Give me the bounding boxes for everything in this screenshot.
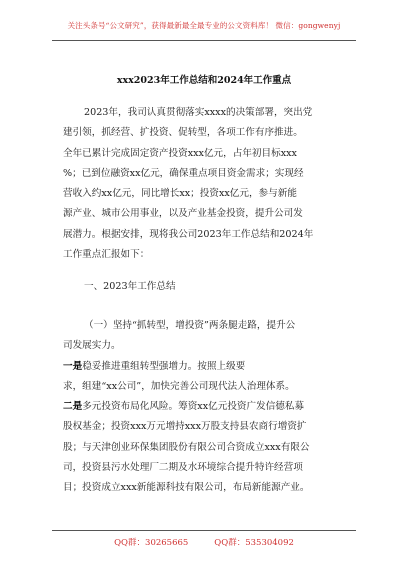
paragraph-line: 展潜力。根据安排，现将我公司2023年工作总结和2024年 xyxy=(63,228,314,240)
paragraph-line: 工作重点汇报如下： xyxy=(63,249,150,261)
paragraph-line: 全年已累计完成固定资产投资xxx亿元，占年初目标xxx xyxy=(63,147,297,159)
header-divider xyxy=(52,40,356,41)
paragraph-line: 源产业、城市公用事业，以及产业基金投资，提升公司发 xyxy=(63,208,303,220)
subsection-paragraph xyxy=(63,316,344,499)
paragraph-line: 目；投资成立xxx新能源科技有限公司，布局新能源产业。 xyxy=(63,482,310,494)
paragraph-line: 司，投资县污水处理厂二期及水环境综合提升特许经营项 xyxy=(63,462,303,474)
footer-divider xyxy=(52,530,356,531)
paragraph-line xyxy=(63,357,344,377)
header-banner: 关注头条号“公文研究”，获得最新最全最专业的公文资料库！ 微信：gongwenyj xyxy=(67,21,341,30)
paragraph-line: 股权基金；投资xxx万元增持xxx万股支持县农商行增资扩 xyxy=(63,421,307,433)
paragraph-line xyxy=(63,397,344,417)
line-text: 多元投资布局化风险。筹资xx亿元投资广发信德私募 xyxy=(82,401,305,413)
paragraph-line: %；已到位融资xx亿元，确保重点项目资金需求；实现经 xyxy=(63,167,304,179)
lead-marker-second: 二是 xyxy=(63,401,83,413)
line-text: 稳妥推进重组转型强增力。按照上级要 xyxy=(82,360,246,372)
section-heading: 一、2023年工作总结 xyxy=(84,281,176,292)
lead-marker-first: 一是 xyxy=(63,360,83,372)
paragraph-line: 股；与天津创业环保集团股份有限公司合资成立xxx有限公 xyxy=(63,441,310,453)
document-title: xxx2023年工作总结和2024年工作重点 xyxy=(116,75,292,86)
intro-paragraph xyxy=(63,103,344,265)
footer-qq-group-2: QQ群：535304092 xyxy=(214,538,294,548)
footer-qq-group-1: QQ群：30265665 xyxy=(114,538,189,548)
paragraph-line: 2023年，我司认真贯彻落实xxxx的决策部署，突出党 xyxy=(84,107,313,118)
paragraph-line: 司发展实力。 xyxy=(63,340,121,352)
paragraph-line: （一）坚持“抓转型，增投资”两条腿走路，提升公 xyxy=(84,320,296,331)
footer xyxy=(0,536,408,548)
paragraph-line: 求，组建“xx公司”，加快完善公司现代法人治理体系。 xyxy=(63,380,295,392)
paragraph-line: 营收入约xx亿元，同比增长xx；投资xx亿元，参与新能 xyxy=(63,188,297,200)
paragraph-line: 建引领，抓经营、扩投资、促转型，各项工作有序推进。 xyxy=(63,127,303,139)
